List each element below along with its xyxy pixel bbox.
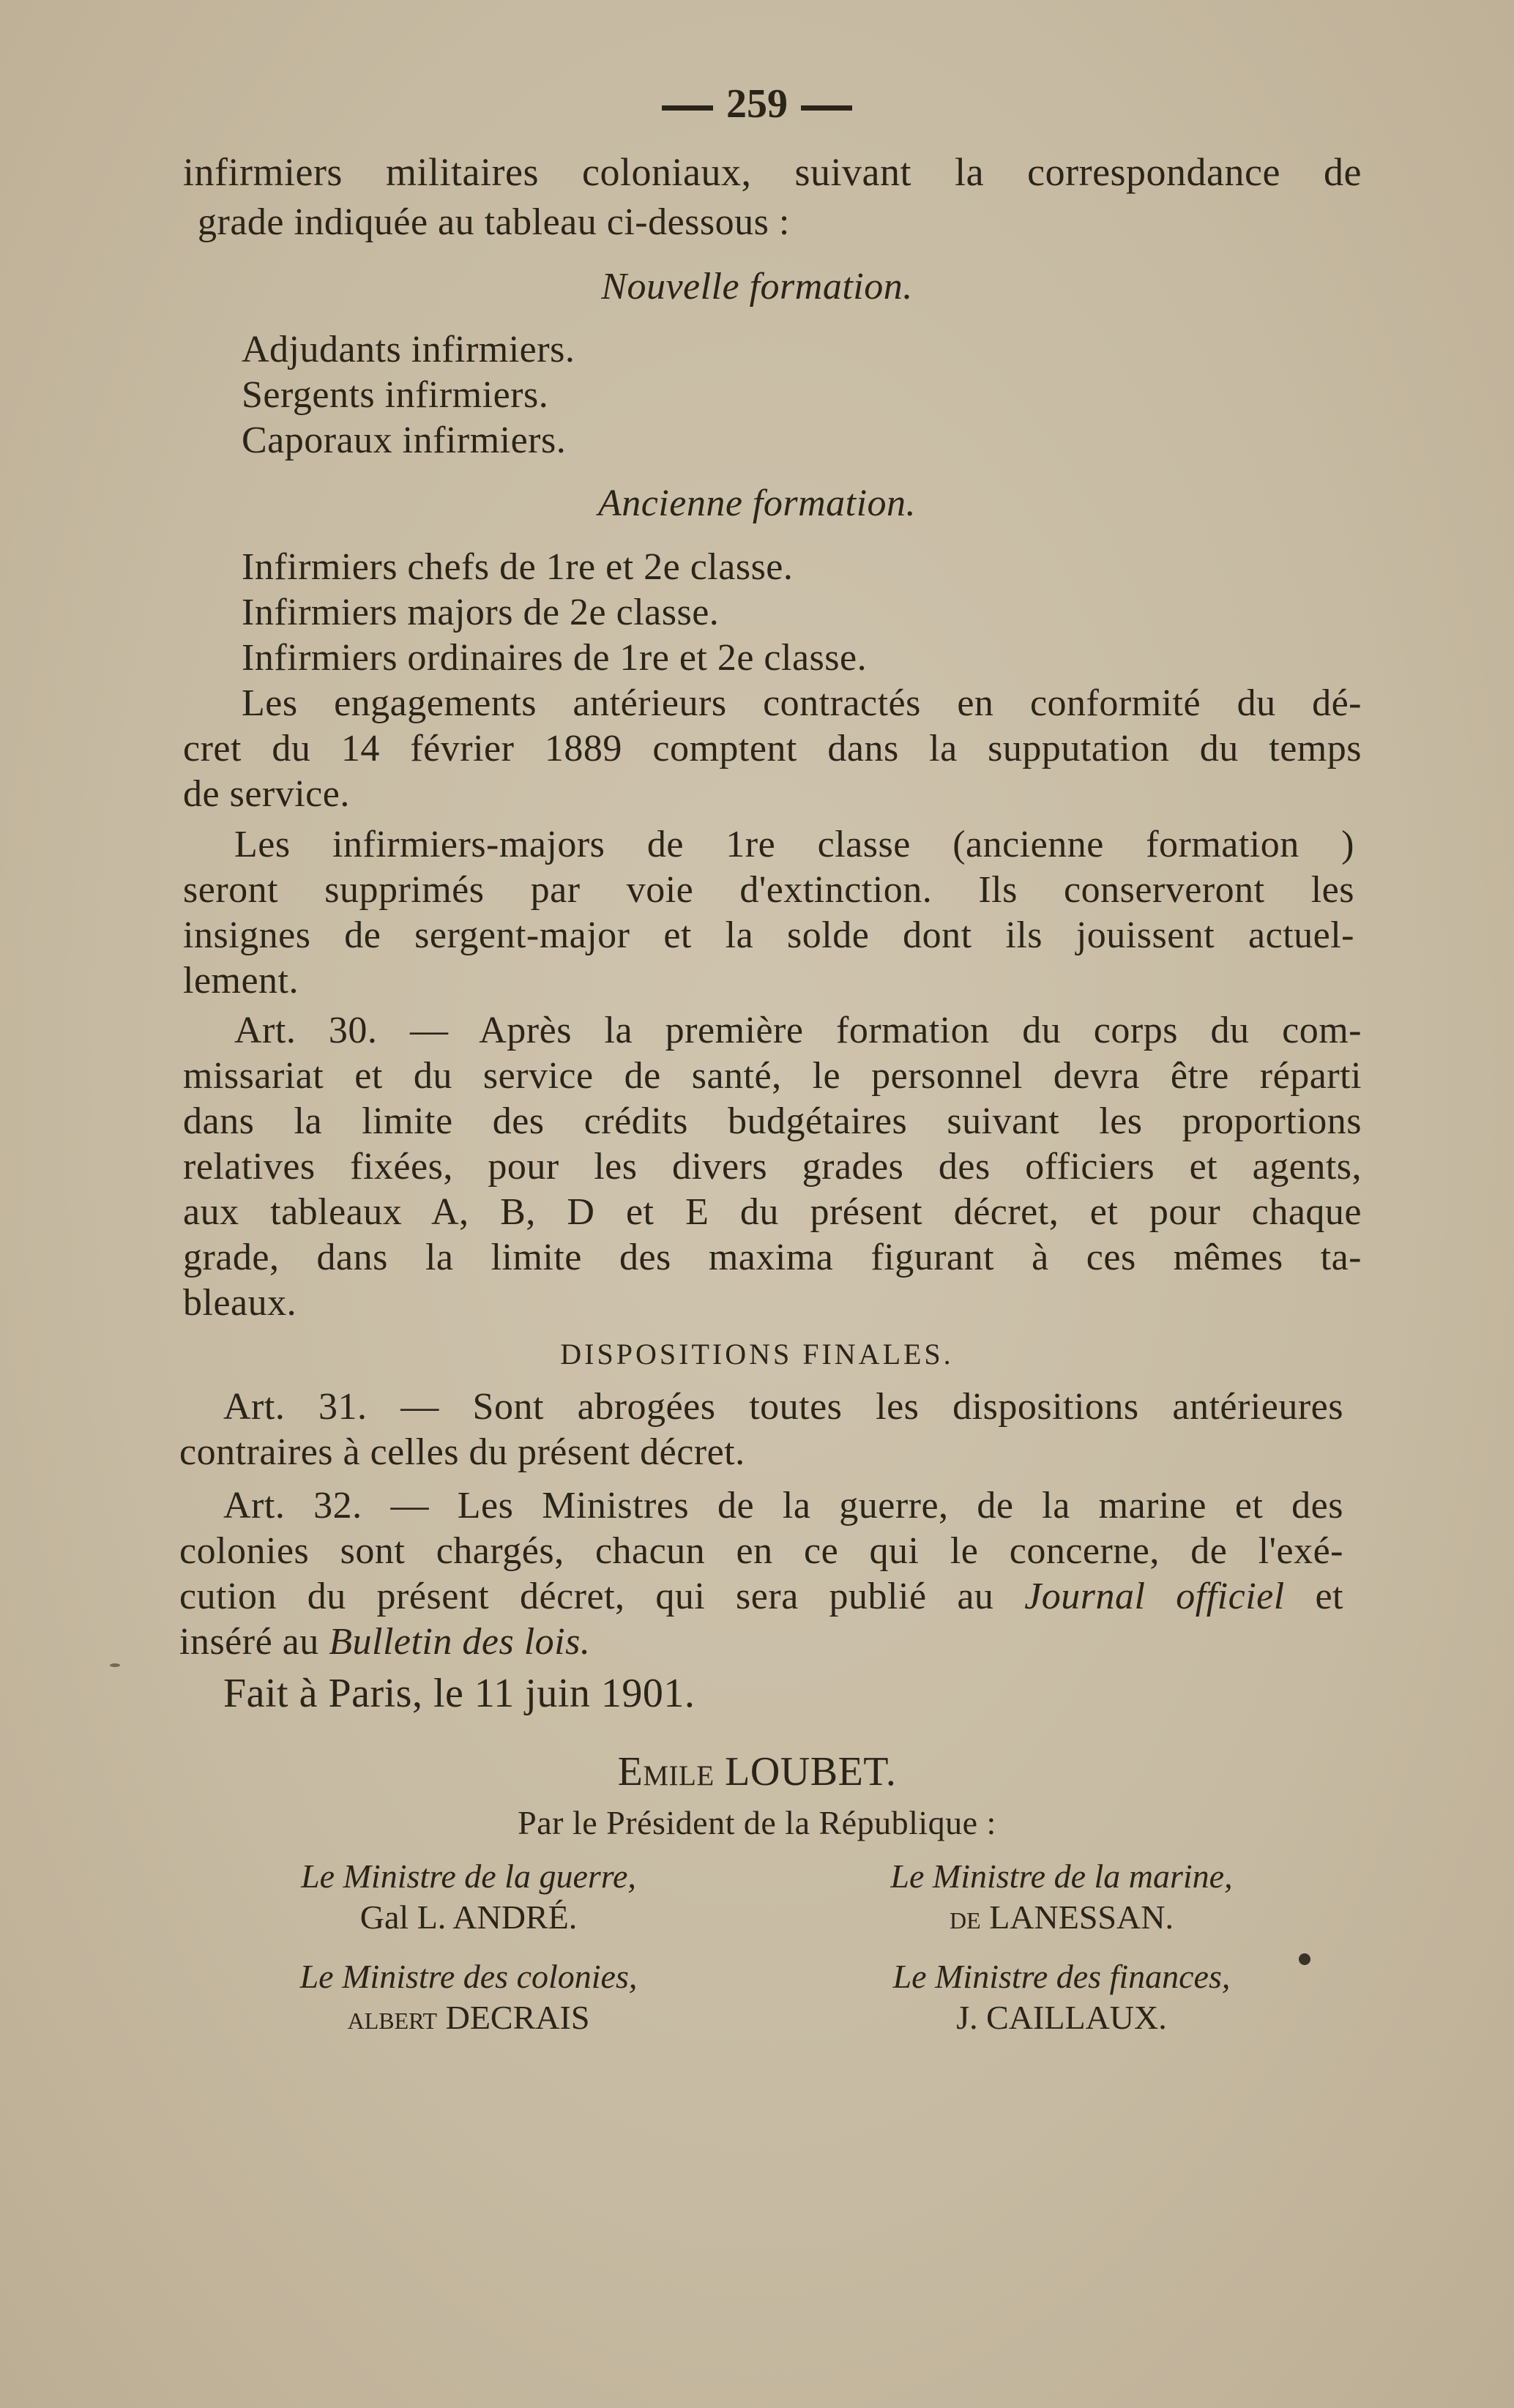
body-line: insignes de sergent-major et la solde dont ils jouissent actuel- xyxy=(183,914,1354,956)
list-item: Infirmiers majors de 2e classe. xyxy=(242,592,720,633)
list-item: Adjudants infirmiers. xyxy=(242,329,575,370)
body-line: infirmiers militaires coloniaux, suivant la correspondance de xyxy=(183,150,1362,194)
body-line: dans la limite des crédits budgétaires suivant les proportions xyxy=(183,1100,1362,1142)
body-line xyxy=(179,1575,1343,1619)
president-signature xyxy=(0,1750,1514,1794)
body-line: missariat et du service de santé, le personnel devra être réparti xyxy=(183,1055,1362,1097)
body-line: Les engagements antérieurs contractés en conformité du dé- xyxy=(242,682,1362,724)
body-line: relatives fixées, pour les divers grades des officiers et agents, xyxy=(183,1146,1362,1188)
page-number xyxy=(0,81,1514,127)
signature-name: albert DECRAIS xyxy=(347,1999,590,2036)
signature-name: de LANESSAN. xyxy=(950,1898,1174,1936)
body-line xyxy=(179,1620,590,1664)
body-line: grade, dans la limite des maxima figurant à ces mêmes ta- xyxy=(183,1237,1362,1278)
body-line: contraires à celles du présent décret. xyxy=(179,1431,745,1473)
signature-title: Le Ministre de la guerre, xyxy=(301,1857,636,1895)
signature-marine xyxy=(835,1856,1289,1938)
body-line: Art. 30. — Après la première formation du corps du com- xyxy=(234,1010,1362,1051)
list-item: Infirmiers ordinaires de 1re et 2e classe. xyxy=(242,637,868,679)
list-item: Sergents infirmiers. xyxy=(242,374,549,416)
text-run: cution du présent décret, qui sera publié au xyxy=(179,1576,1025,1617)
text-run: et xyxy=(1284,1576,1344,1617)
page-number-text: 259 xyxy=(726,81,788,127)
signature-title: Le Ministre des finances, xyxy=(892,1958,1231,1995)
right-dash xyxy=(801,105,852,111)
body-line: lement. xyxy=(183,960,299,1002)
body-line: grade indiquée au tableau ci-dessous : xyxy=(198,201,790,243)
heading-dispositions-finales: DISPOSITIONS FINALES. xyxy=(560,1338,954,1371)
ink-spot xyxy=(110,1663,120,1667)
text-run: inséré au xyxy=(179,1621,329,1663)
signature-name: J. CAILLAUX. xyxy=(956,1999,1167,2036)
signature-name: Gal L. ANDRÉ. xyxy=(359,1898,578,1936)
signature-colonies xyxy=(242,1956,696,2038)
body-line: aux tableaux A, B, D et E du présent décret, et pour chaque xyxy=(183,1191,1362,1233)
body-line: colonies sont chargés, chacun en ce qui le concerne, de l'exé- xyxy=(179,1530,1343,1572)
signature-title: Le Ministre des colonies, xyxy=(299,1958,638,1995)
body-line: Art. 32. — Les Ministres de la guerre, de la marine et des xyxy=(223,1485,1343,1527)
bulletin-des-lois-italic: Bulletin des lois. xyxy=(329,1621,591,1663)
body-line: bleaux. xyxy=(183,1282,297,1324)
body-line: de service. xyxy=(183,773,350,815)
signature-finances xyxy=(835,1956,1289,2038)
body-line: Les infirmiers-majors de 1re classe (ancienne formation ) xyxy=(234,824,1354,865)
left-dash xyxy=(662,105,713,111)
body-line: Art. 31. — Sont abrogées toutes les dispositions antérieures xyxy=(223,1386,1343,1428)
list-item: Caporaux infirmiers. xyxy=(242,420,567,461)
heading-nouvelle-formation: Nouvelle formation. xyxy=(601,266,913,307)
signature-title: Le Ministre de la marine, xyxy=(890,1857,1233,1895)
body-line: cret du 14 février 1889 comptent dans la supputation du temps xyxy=(183,728,1362,769)
body-line: seront supprimés par voie d'extinction. Ils conserveront les xyxy=(183,869,1354,911)
date-line: Fait à Paris, le 11 juin 1901. xyxy=(223,1671,696,1716)
ink-spot xyxy=(1299,1953,1310,1965)
par-le-president: Par le Président de la République : xyxy=(518,1804,996,1841)
president-name: Emile LOUBET. xyxy=(617,1749,897,1794)
signature-guerre xyxy=(242,1856,696,1938)
list-item: Infirmiers chefs de 1re et 2e classe. xyxy=(242,546,794,588)
heading-ancienne-formation: Ancienne formation. xyxy=(597,482,917,524)
journal-officiel-italic: Journal officiel xyxy=(1024,1576,1285,1617)
